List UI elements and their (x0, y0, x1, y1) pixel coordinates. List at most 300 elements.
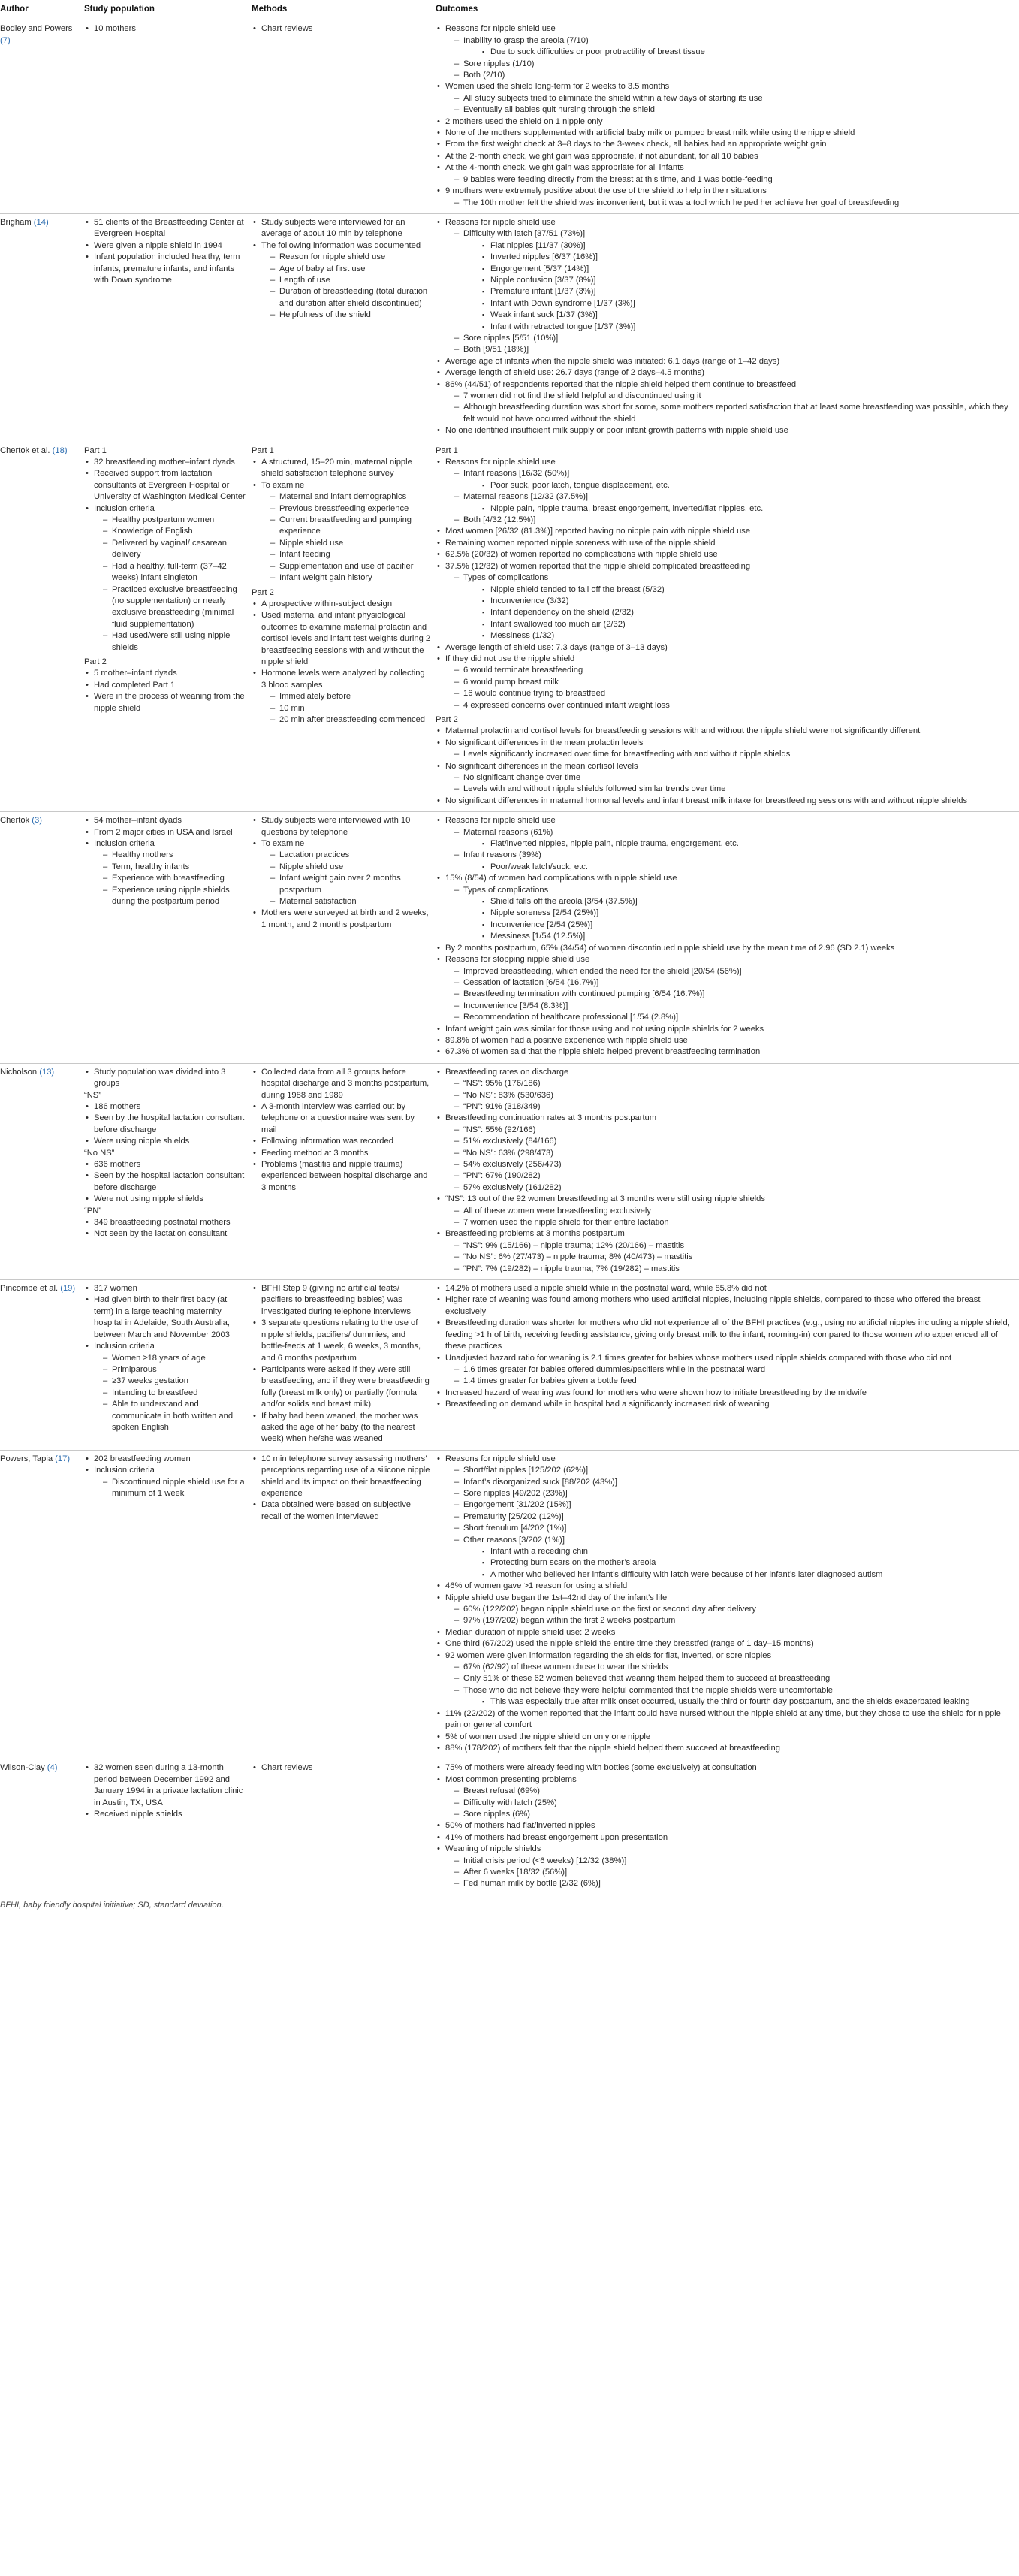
list-item-text: Types of complications (463, 885, 549, 895)
list-item (445, 1809, 1014, 1820)
bullet-list (445, 827, 1014, 874)
list-item (94, 526, 247, 537)
list-item-text: 41% of mothers had breast engorgement upon presentation (445, 1832, 668, 1842)
list-item (94, 1364, 247, 1376)
list-item (94, 885, 247, 908)
list-item-text: Breast refusal (69%) (463, 1786, 540, 1796)
reference-link[interactable]: (14) (33, 217, 49, 227)
list-item (84, 1170, 247, 1194)
list-item-text: Problems (mastitis and nipple trauma) experienced between hospital discharge and 3 months (261, 1160, 428, 1192)
list-item-text: No significant differences in the mean cortisol levels (445, 761, 638, 771)
table-footnote: BFHI, baby friendly hospital initiative; SD, standard deviation. (0, 1900, 224, 1910)
list-item (463, 480, 1014, 491)
group-label: “NS” (84, 1090, 101, 1100)
author-cell (0, 213, 84, 442)
list-item (84, 1136, 247, 1147)
author-name: Powers, Tapia (0, 1454, 53, 1463)
bullet-list (463, 47, 1014, 58)
bullet-list (445, 772, 1014, 796)
list-item (445, 402, 1014, 425)
list-item (445, 1511, 1014, 1523)
list-item-text: Reasons for nipple shield use (445, 217, 556, 227)
population-cell (84, 812, 252, 1064)
bullet-list (436, 217, 1014, 437)
list-item (261, 252, 431, 263)
list-item (445, 1170, 1014, 1182)
list-item-text: Levels significantly increased over time for breastfeeding with and without nipple shields (463, 750, 791, 760)
header-outcomes: Outcomes (436, 0, 1019, 20)
list-item-text: Were in the process of weaning from the nipple shield (94, 692, 245, 713)
list-item-text: To examine (261, 480, 305, 490)
list-item (436, 425, 1014, 436)
list-item-text: Breastfeeding problems at 3 months postpartum (445, 1229, 625, 1239)
list-item-text: ≥37 weeks gestation (112, 1376, 188, 1386)
population-cell (84, 213, 252, 442)
list-item (436, 1743, 1014, 1754)
table-row (0, 1450, 1019, 1759)
reference-link[interactable]: (17) (55, 1454, 71, 1463)
list-item (445, 1856, 1014, 1867)
author-cell (0, 20, 84, 214)
list-item-text: Prematurity [25/202 (12%)] (463, 1511, 564, 1521)
list-item (445, 827, 1014, 850)
list-item-text: Had used/were still using nipple shields (112, 631, 231, 652)
bullet-list (436, 23, 1014, 209)
list-item-text: No one identified insufficient milk supply or poor infant growth patterns with nipple shield use (445, 426, 788, 436)
list-item-text: Messiness [1/54 (12.5%)] (490, 932, 586, 941)
list-item (252, 1283, 431, 1318)
bullet-list (84, 1283, 247, 1433)
list-item-text: Length of use (279, 275, 330, 285)
bullet-list (445, 1125, 1014, 1194)
reference-link[interactable]: (4) (47, 1763, 58, 1773)
list-item (252, 907, 431, 931)
list-item (261, 310, 431, 321)
bullet-list (436, 726, 1014, 807)
list-item (94, 1399, 247, 1433)
bullet-list (84, 1159, 247, 1206)
list-item-text: Nipple shield use (279, 862, 344, 871)
list-item (252, 610, 431, 668)
list-item (436, 526, 1014, 537)
list-item-text: Breastfeeding termination with continued pumping [6/54 (16.7%)] (463, 989, 705, 999)
list-item (94, 584, 247, 631)
list-item (84, 1113, 247, 1136)
list-item (463, 310, 1014, 321)
bullet-list (252, 457, 431, 584)
list-item (436, 356, 1014, 367)
list-item-text: Inconvenience [2/54 (25%)] (490, 920, 593, 929)
list-item (445, 70, 1014, 81)
list-item (436, 457, 1014, 526)
reference-link[interactable]: (18) (52, 445, 68, 455)
list-item (436, 367, 1014, 379)
list-item (445, 966, 1014, 977)
list-item (445, 677, 1014, 688)
bullet-list (463, 862, 1014, 873)
list-item (436, 654, 1014, 711)
list-item-text: “PN”: 67% (190/282) (463, 1171, 541, 1181)
bullet-list (261, 491, 431, 584)
list-item-text: Breastfeeding rates on discharge (445, 1067, 569, 1077)
list-item-text: Inclusion criteria (94, 1466, 155, 1475)
list-item (436, 726, 1014, 737)
list-item-text: Not seen by the lactation consultant (94, 1229, 228, 1239)
list-item (445, 1499, 1014, 1511)
list-item-text: 6 would pump breast milk (463, 677, 559, 687)
population-cell (84, 442, 252, 812)
list-item-text: Both (2/10) (463, 71, 505, 80)
bullet-list (84, 668, 247, 714)
list-item-text: Had completed Part 1 (94, 680, 176, 690)
list-item-text: Duration of breastfeeding (total duration and duration after shield discontinued) (279, 287, 428, 308)
list-item-text: By 2 months postpartum, 65% (34/54) of women discontinued nipple shield use by the mean time of 2.96 (SD 2.1) weeks (445, 943, 895, 953)
list-item-text: 46% of women gave >1 reason for using a shield (445, 1581, 628, 1591)
list-item (252, 240, 431, 322)
list-item (445, 228, 1014, 333)
list-item (445, 1615, 1014, 1626)
list-item-text: 32 women seen during a 13-month period between December 1992 and January 1994 in a private lactation clinic in Austin, TX, USA (94, 1763, 243, 1807)
list-item (84, 1294, 247, 1341)
list-item (445, 93, 1014, 104)
outcomes-cell (436, 1759, 1019, 1895)
outcomes-cell (436, 812, 1019, 1064)
list-item-text: Able to understand and communicate in both written and spoken English (112, 1400, 234, 1432)
list-item-text: Used maternal and infant physiological outcomes to examine maternal prolactin and cortisol levels and infant test weights during 2 breastfeeding sessions with and without the nipple shield (261, 611, 431, 666)
list-item-text: 32 breastfeeding mother–infant dyads (94, 458, 235, 467)
bullet-list (261, 850, 431, 907)
author-cell (0, 1063, 84, 1279)
methods-cell (252, 1759, 436, 1895)
list-item (436, 796, 1014, 807)
list-item (463, 607, 1014, 618)
list-item (436, 1650, 1014, 1708)
list-item-text: Chart reviews (261, 1763, 313, 1773)
list-item (252, 668, 431, 726)
list-item (445, 1604, 1014, 1615)
bullet-list (261, 252, 431, 321)
list-item (84, 240, 247, 252)
list-item (84, 252, 247, 286)
list-item-text: Infant with a receding chin (490, 1547, 588, 1556)
list-item-text: Recommendation of healthcare professional [1/54 (2.8%)] (463, 1013, 679, 1022)
list-item-text: Infant weight gain history (279, 573, 372, 583)
list-item-text: No significant differences in maternal hormonal levels and infant breast milk intake for breastfeeding sessions with and without nipple shields (445, 796, 968, 805)
list-item (436, 1732, 1014, 1743)
list-item (463, 931, 1014, 942)
list-item (84, 1217, 247, 1228)
list-item-text: Nipple soreness [2/54 (25%)] (490, 908, 599, 918)
list-item (436, 1832, 1014, 1844)
list-item (445, 391, 1014, 402)
list-item-text: Higher rate of weaning was found among mothers who used artificial nipples, including nipple shields, compared to those who offered the breast exclusively (445, 1295, 981, 1316)
list-item-text: Infant weight gain over 2 months postpartum (279, 874, 401, 895)
list-item (463, 1546, 1014, 1557)
author-cell (0, 812, 84, 1064)
list-item (252, 1411, 431, 1445)
bullet-list (445, 391, 1014, 425)
list-item-text: Both [4/32 (12.5%)] (463, 515, 536, 525)
list-item-text: None of the mothers supplemented with artificial baby milk or pumped breast milk while using the nipple shield (445, 128, 855, 138)
list-item-text: Nipple shield use (279, 538, 344, 548)
list-item-text: 92 women were given information regarding the shields for flat, inverted, or sore nipples (445, 1650, 772, 1660)
list-item-text: “PN”: 91% (318/349) (463, 1101, 541, 1111)
list-item-text: Healthy mothers (112, 850, 173, 860)
list-item-text: 317 women (94, 1284, 137, 1294)
outcomes-cell (436, 1280, 1019, 1451)
list-item (252, 217, 431, 240)
list-item-text: Mothers were surveyed at birth and 2 weeks, 1 month, and 2 months postpartum (261, 908, 429, 929)
bullet-list (445, 1206, 1014, 1229)
list-item (463, 298, 1014, 310)
list-item (84, 1283, 247, 1294)
list-item-text: A mother who believed her infant’s difficulty with latch were because of her infant’s later diagnosed autism (490, 1569, 883, 1579)
table-row (0, 442, 1019, 812)
list-item-text: Infant with retracted tongue [1/37 (3%)] (490, 322, 636, 331)
bullet-list (84, 1762, 247, 1820)
list-item-text: Discontinued nipple shield use for a minimum of 1 week (112, 1477, 245, 1498)
list-item-text: Study population was divided into 3 groups (94, 1067, 226, 1089)
list-item (84, 1809, 247, 1820)
list-item-text: 97% (197/202) began within the first 2 weeks postpartum (463, 1616, 676, 1626)
list-item (436, 1035, 1014, 1046)
list-item-text: Initial crisis period (<6 weeks) [12/32 (38%)] (463, 1856, 627, 1865)
list-item-text: Chart reviews (261, 24, 313, 34)
list-item-text: Messiness (1/32) (490, 631, 555, 641)
list-item-text: Experience with breastfeeding (112, 874, 225, 883)
list-item (94, 561, 247, 584)
bullet-list (445, 1078, 1014, 1113)
list-item (436, 162, 1014, 186)
list-item (261, 538, 431, 549)
bullet-list (84, 217, 247, 286)
list-item-text: Average age of infants when the nipple shield was initiated: 6.1 days (range of 1–42 days) (445, 356, 780, 366)
list-item (463, 47, 1014, 58)
list-item (463, 275, 1014, 286)
list-item-text: Improved breastfeeding, which ended the need for the shield [20/54 (56%)] (463, 966, 742, 976)
list-item (463, 1557, 1014, 1569)
list-item (436, 1388, 1014, 1399)
list-item (436, 1194, 1014, 1228)
list-item-text: Poor/weak latch/suck, etc. (490, 862, 588, 871)
list-item-text: Infant’s disorganized suck [88/202 (43%)] (463, 1477, 618, 1487)
list-item-text: Intending to breastfeed (112, 1388, 198, 1397)
list-item (84, 827, 247, 838)
table-row (0, 20, 1019, 214)
list-item-text: Those who did not believe they were helpful commented that the nipple shields were uncomfortable (463, 1685, 833, 1695)
author-name: Chertok (0, 816, 30, 826)
list-item (463, 896, 1014, 907)
list-item (261, 286, 431, 310)
list-item (252, 1136, 431, 1147)
list-item-text: Inconvenience [3/54 (8.3%)] (463, 1001, 568, 1010)
list-item (436, 379, 1014, 426)
list-item (445, 688, 1014, 699)
list-item-text: From 2 major cities in USA and Israel (94, 827, 233, 837)
list-item-text: 89.8% of women had a positive experience with nipple shield use (445, 1035, 688, 1045)
part-label: Part 2 (84, 657, 107, 666)
list-item-text: Inverted nipples [6/37 (16%)] (490, 252, 598, 262)
list-item-text: Practiced exclusive breastfeeding (no supplementation) or nearly exclusive breastfeeding (minimal fluid supplementation) (112, 584, 237, 629)
bullet-list (252, 23, 431, 35)
reference-link[interactable]: (7) (0, 35, 11, 45)
list-item (445, 784, 1014, 795)
list-item-text: Delivered by vaginal/ cesarean delivery (112, 538, 227, 560)
list-item-text: Nipple pain, nipple trauma, breast engorgement, inverted/flat nipples, etc. (490, 503, 764, 513)
list-item-text: Seen by the hospital lactation consultant before discharge (94, 1113, 245, 1134)
list-item (252, 1148, 431, 1159)
part-label: Part 1 (436, 445, 458, 455)
list-item-text: Nipple shield use began the 1st–42nd day of the infant’s life (445, 1593, 668, 1602)
list-item-text: Both [9/51 (18%)] (463, 345, 529, 355)
list-item-text: 5% of women used the nipple shield on only one nipple (445, 1732, 651, 1741)
list-item (94, 850, 247, 861)
list-item (436, 738, 1014, 761)
list-item (252, 1454, 431, 1500)
list-item-text: Collected data from all 3 groups before hospital discharge and 3 months postpartum, during 1988 and 1989 (261, 1067, 430, 1100)
list-item-text: Reasons for nipple shield use (445, 458, 556, 467)
header-author: Author (0, 0, 84, 20)
reference-link[interactable]: (19) (60, 1284, 76, 1294)
list-item-text: Poor suck, poor latch, tongue displacement, etc. (490, 480, 670, 490)
list-item (445, 772, 1014, 784)
list-item-text: After 6 weeks [18/32 (56%)] (463, 1867, 568, 1877)
list-item (94, 1353, 247, 1364)
list-item (436, 1708, 1014, 1732)
list-item (445, 1364, 1014, 1376)
list-item (445, 1217, 1014, 1228)
bullet-list (94, 1353, 247, 1434)
list-item (94, 1477, 247, 1500)
author-cell (0, 1450, 84, 1759)
bullet-list (445, 1364, 1014, 1388)
bullet-list (436, 457, 1014, 711)
list-item-text: 51 clients of the Breastfeeding Center at Evergreen Hospital (94, 217, 244, 239)
list-item (463, 252, 1014, 263)
list-item-text: Difficulty with latch (25%) (463, 1798, 557, 1807)
list-item-text: No significant differences in the mean prolactin levels (445, 738, 644, 747)
list-item (84, 1194, 247, 1205)
list-item-text: No significant change over time (463, 773, 581, 782)
list-item (84, 1067, 247, 1090)
list-item-text: 86% (44/51) of respondents reported that the nipple shield helped them continue to breastfeed (445, 379, 797, 389)
population-cell (84, 1759, 252, 1895)
list-item (445, 1673, 1014, 1684)
list-item-text: Types of complications (463, 573, 549, 583)
list-item (445, 665, 1014, 676)
table-body (0, 20, 1019, 1895)
list-item (436, 1283, 1014, 1294)
list-item (436, 873, 1014, 942)
list-item-text: 9 babies were feeding directly from the breast at this time, and 1 was bottle-feeding (463, 174, 773, 184)
list-item-text: Data obtained were based on subjective recall of the women interviewed (261, 1500, 412, 1521)
list-item-text: A 3-month interview was carried out by telephone or a questionnaire was sent by mail (261, 1101, 415, 1134)
list-item (261, 873, 431, 896)
list-item-text: Were using nipple shields (94, 1137, 190, 1146)
list-item (463, 503, 1014, 515)
list-item (94, 873, 247, 884)
list-item-text: 3 separate questions relating to the use of nipple shields, pacifiers/ dummies, and bottle-feeds at 1 week, 6 weeks, 3 months, and 6 months postpartum (261, 1318, 421, 1363)
list-item (436, 1820, 1014, 1832)
list-item (261, 491, 431, 503)
list-item-text: Participants were asked if they were still breastfeeding, and if they were breastfeeding fully (breast milk only) or partially (formula and/or solids and breast milk) (261, 1364, 430, 1409)
list-item-text: Shield falls off the areola [3/54 (37.5%)] (490, 897, 638, 907)
reference-link[interactable]: (3) (32, 816, 42, 826)
list-item (463, 907, 1014, 919)
list-item (94, 515, 247, 526)
bullet-list (436, 1454, 1014, 1755)
bullet-list (84, 1454, 247, 1500)
list-item (436, 1318, 1014, 1352)
author-cell (0, 1280, 84, 1451)
list-item-text: Weaning of nipple shields (445, 1844, 541, 1854)
list-item-text: 14.2% of mothers used a nipple shield while in the postnatal ward, while 85.8% did not (445, 1284, 767, 1294)
list-item-text: If baby had been weaned, the mother was asked the age of her baby (to the nearest week) when he/she was weaned (261, 1411, 418, 1444)
list-item (261, 714, 431, 726)
list-item (436, 1113, 1014, 1194)
list-item (463, 584, 1014, 596)
list-item-text: BFHI Step 9 (giving no artificial teats/ pacifiers to breastfeeding babies) was investigated during telephone interviews (261, 1284, 412, 1316)
list-item (84, 815, 247, 826)
bullet-list (445, 749, 1014, 760)
bullet-list (445, 1786, 1014, 1820)
methods-cell (252, 442, 436, 812)
list-item (84, 1159, 247, 1170)
list-item-text: 16 would continue trying to breastfeed (463, 689, 606, 699)
list-item-text: 10 min (279, 703, 305, 713)
table-header (0, 0, 1019, 20)
list-item-text: Breastfeeding on demand while in hospital had a significantly increased risk of weaning (445, 1400, 770, 1409)
list-item-text: Reasons for nipple shield use (445, 24, 556, 34)
list-item-text: Although breastfeeding duration was short for some, some mothers reported satisfaction that at least some breastfeeding was possible, which they felt would not have occurred without the shield (463, 403, 1008, 424)
bullet-list (436, 1283, 1014, 1410)
list-item (261, 515, 431, 538)
list-item (445, 468, 1014, 491)
list-item-text: 75% of mothers were already feeding with bottles (some exclusively) at consultation (445, 1763, 757, 1773)
list-item-text: 10 mothers (94, 24, 136, 34)
list-item (445, 1136, 1014, 1147)
list-item (436, 1844, 1014, 1890)
outcomes-cell (436, 1063, 1019, 1279)
list-item (436, 761, 1014, 796)
group-label: “PN” (84, 1206, 101, 1216)
list-item (84, 680, 247, 691)
bullet-list (445, 468, 1014, 526)
list-item (436, 1399, 1014, 1410)
bullet-list (445, 174, 1014, 186)
bullet-list (463, 240, 1014, 333)
list-item-text: Infant dependency on the shield (2/32) (490, 608, 634, 618)
list-item-text: Nipple confusion [3/37 (8%)] (490, 275, 596, 285)
list-item (445, 1240, 1014, 1252)
bullet-list (445, 885, 1014, 943)
list-item-text: Experience using nipple shields during the postpartum period (112, 885, 230, 907)
list-item-text: Maternal and infant demographics (279, 492, 407, 502)
reference-link[interactable]: (13) (39, 1067, 55, 1077)
list-item-text: Other reasons [3/202 (1%)] (463, 1535, 565, 1545)
list-item-text: Current breastfeeding and pumping experience (279, 515, 412, 536)
list-item-text: Age of baby at first use (279, 264, 366, 273)
list-item-text: Levels with and without nipple shields followed similar trends over time (463, 784, 726, 794)
list-item-text: 10 min telephone survey assessing mothers’ perceptions regarding use of a silicone nipple shield and its impact on their breastfeeding experience (261, 1454, 430, 1498)
author-name: Wilson-Clay (0, 1763, 45, 1773)
list-item (261, 850, 431, 861)
list-item-text: 62.5% (20/32) of women reported no complications with nipple shield use (445, 550, 718, 560)
list-item (252, 1499, 431, 1523)
list-item (445, 989, 1014, 1000)
list-item (84, 23, 247, 35)
bullet-list (463, 838, 1014, 850)
